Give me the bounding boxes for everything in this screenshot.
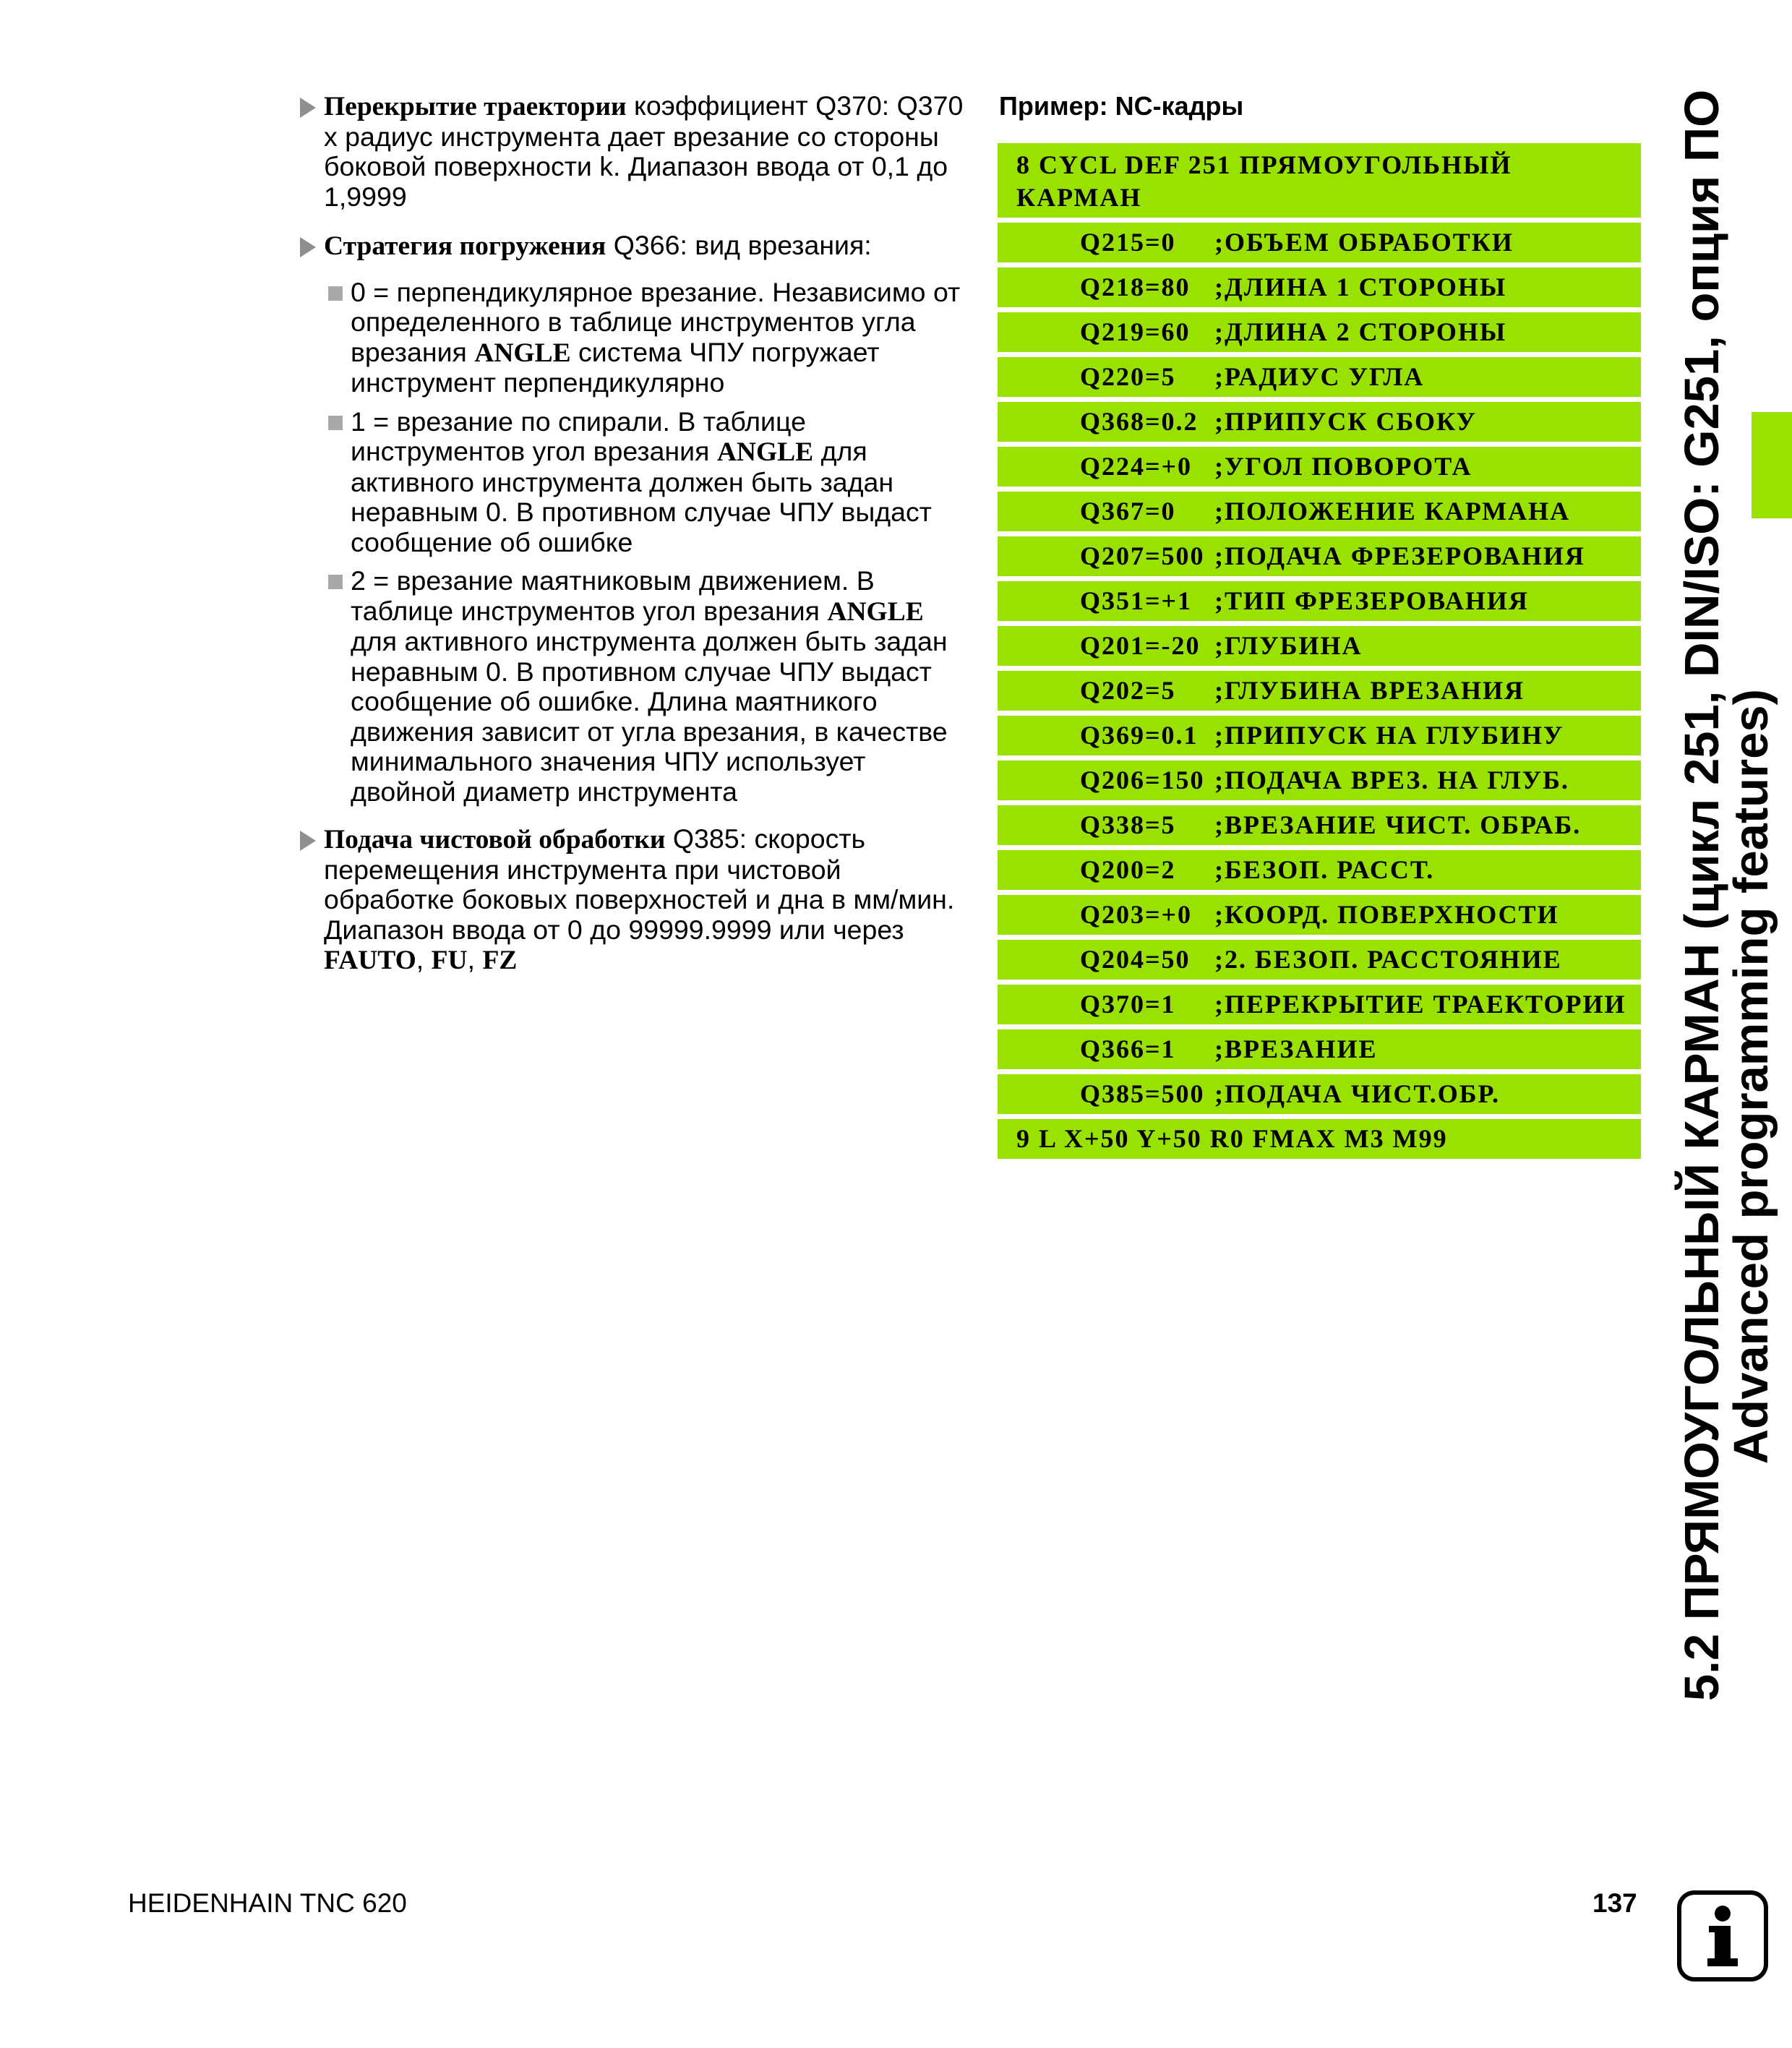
nc-param-code: Q220=5	[1080, 362, 1176, 391]
nc-param-code: Q368=0.2	[1080, 407, 1199, 436]
nc-param-comment: ;КООРД. ПОВЕРХНОСТИ	[1214, 900, 1559, 929]
section-title-line1: 5.2 ПРЯМОУГОЛЬНЫЙ КАРМАН (цикл 251, DIN/ISO: G251, опция ПО	[1675, 89, 1729, 1701]
nc-param-code: Q218=80	[1080, 273, 1191, 301]
triangle-arrow-icon	[300, 98, 316, 118]
nc-param-comment: ;ГЛУБИНА ВРЕЗАНИЯ	[1214, 676, 1525, 705]
nc-param-code: Q219=60	[1080, 317, 1191, 346]
section-title	[1639, 89, 1784, 1701]
nc-param-comment: ;ПОДАЧА ЧИСТ.ОБР.	[1214, 1079, 1501, 1108]
param-item-plunge	[295, 231, 967, 262]
param-name: Подача чистовой обработки	[324, 825, 666, 854]
square-bullet-icon	[328, 286, 343, 301]
parameter-descriptions	[295, 91, 967, 995]
section-title-line2: Advanced programming features)	[1724, 689, 1778, 1465]
nc-block-cycl-def: 8 CYCL DEF 251 ПРЯМОУГОЛЬНЫЙ КАРМАН	[998, 143, 1641, 218]
nc-param-comment: ;БЕЗОП. РАССТ.	[1214, 855, 1435, 884]
nc-param-code: Q204=50	[1080, 945, 1191, 974]
nc-param-comment: ;ОБЪЕМ ОБРАБОТКИ	[1214, 228, 1514, 257]
nc-param-row	[998, 626, 1641, 666]
nc-param-row	[998, 671, 1641, 711]
example-title: Пример: NC-кадры	[999, 91, 1244, 121]
nc-param-code: Q206=150	[1080, 766, 1205, 794]
nc-param-code: Q224=+0	[1080, 452, 1193, 481]
nc-param-row	[998, 312, 1641, 352]
nc-param-comment: ;ПОДАЧА ВРЕЗ. НА ГЛУБ.	[1214, 766, 1569, 794]
nc-param-code: Q351=+1	[1080, 586, 1193, 615]
nc-param-code: Q215=0	[1080, 228, 1176, 257]
page-number: 137	[1592, 1888, 1637, 1918]
nc-param-comment: ;ПРИПУСК СБОКУ	[1214, 407, 1477, 436]
param-text: Q366: вид врезания:	[606, 230, 872, 260]
footer-product: HEIDENHAIN TNC 620	[128, 1888, 407, 1918]
nc-param-row	[998, 357, 1641, 397]
nc-param-comment: ;ПОЛОЖЕНИЕ КАРМАНА	[1214, 497, 1571, 526]
nc-param-code: Q207=500	[1080, 541, 1205, 570]
nc-param-comment: ;ПОДАЧА ФРЕЗЕРОВАНИЯ	[1214, 541, 1585, 570]
nc-param-code: Q366=1	[1080, 1034, 1176, 1063]
list-item: 0 = перпендикулярное врезание. Независимо от определенного в таблице инструментов угла врезания ANGLE система ЧПУ погружает инструмент перпендикулярно	[295, 278, 967, 398]
nc-param-comment: ;ГЛУБИНА	[1214, 631, 1363, 660]
nc-blocks	[998, 143, 1641, 1164]
nc-param-comment: ;ВРЕЗАНИЕ ЧИСТ. ОБРАБ.	[1214, 810, 1582, 839]
nc-param-comment: ;ПЕРЕКРЫТИЕ ТРАЕКТОРИИ	[1214, 990, 1626, 1019]
nc-param-comment: ;УГОЛ ПОВОРОТА	[1214, 452, 1472, 481]
param-item-overlap	[295, 91, 967, 212]
nc-param-row	[998, 805, 1641, 845]
list-item: 1 = врезание по спирали. В таблице инструментов угол врезания ANGLE для активного инструмента должен быть задан неравным 0. В противном случае ЧПУ выдаст сообщение об ошибке	[295, 407, 967, 558]
param-name: Перекрытие траектории	[324, 92, 627, 121]
triangle-arrow-icon	[300, 237, 316, 257]
nc-param-row	[998, 760, 1641, 800]
nc-param-comment: ;ВРЕЗАНИЕ	[1214, 1034, 1378, 1063]
param-text: Q385: скорость перемещения инструмента при чистовой обработке боковых поверхностей и дна в мм/мин. Диапазон ввода от 0 до 99999.9999 или через	[324, 823, 955, 945]
nc-param-comment: ;ПРИПУСК НА ГЛУБИНУ	[1214, 721, 1564, 750]
plunge-options-list	[295, 278, 967, 807]
nc-param-row	[998, 267, 1641, 307]
nc-param-code: Q370=1	[1080, 990, 1176, 1019]
nc-param-row	[998, 447, 1641, 487]
nc-param-row	[998, 223, 1641, 262]
info-icon	[1677, 1890, 1768, 1981]
nc-param-row	[998, 850, 1641, 890]
nc-param-code: Q338=5	[1080, 810, 1176, 839]
nc-param-comment: ;ДЛИНА 1 СТОРОНЫ	[1214, 273, 1507, 301]
list-item: 2 = врезание маятниковым движением. В таблице инструментов угол врезания ANGLE для активного инструмента должен быть задан неравным 0. В противном случае ЧПУ выдаст сообщение об ошибке. Длина маятникого движения зависит от угла врезания, в качестве минимального значения ЧПУ использует двойной диаметр инструмента	[295, 566, 967, 807]
nc-param-row	[998, 1029, 1641, 1069]
square-bullet-icon	[328, 575, 343, 589]
nc-param-code: Q367=0	[1080, 497, 1176, 526]
param-name: Стратегия погружения	[324, 231, 606, 261]
triangle-arrow-icon	[300, 831, 316, 851]
nc-param-code: Q385=500	[1080, 1079, 1205, 1108]
nc-param-row	[998, 940, 1641, 980]
nc-param-comment: ;2. БЕЗОП. РАССТОЯНИЕ	[1214, 945, 1562, 974]
square-bullet-icon	[328, 416, 343, 430]
nc-param-row	[998, 985, 1641, 1024]
nc-param-code: Q202=5	[1080, 676, 1176, 705]
nc-param-comment: ;РАДИУС УГЛА	[1214, 362, 1425, 391]
nc-param-row	[998, 492, 1641, 531]
nc-param-code: Q203=+0	[1080, 900, 1193, 929]
nc-param-code: Q369=0.1	[1080, 721, 1199, 750]
nc-param-row	[998, 402, 1641, 442]
nc-param-row	[998, 581, 1641, 621]
nc-param-comment: ;ТИП ФРЕЗЕРОВАНИЯ	[1214, 586, 1529, 615]
nc-param-list	[998, 223, 1641, 1114]
nc-param-code: Q201=-20	[1080, 631, 1201, 660]
nc-param-row	[998, 1074, 1641, 1114]
param-text: коэффициент Q370: Q370 x радиус инструмента дает врезание со стороны боковой поверхности k. Диапазон ввода от 0,1 до 1,9999	[324, 90, 964, 212]
param-item-finish-feed: Подача чистовой обработки Q385: скорость перемещения инструмента при чистовой обработке боковых поверхностей и дна в мм/мин. Диапазон ввода от 0 до 99999.9999 или через FAUTO, FU, FZ	[295, 824, 967, 976]
nc-param-code: Q200=2	[1080, 855, 1176, 884]
nc-param-comment: ;ДЛИНА 2 СТОРОНЫ	[1214, 317, 1507, 346]
nc-param-row	[998, 716, 1641, 755]
nc-param-row	[998, 536, 1641, 576]
nc-param-row	[998, 895, 1641, 935]
nc-block-move: 9 L X+50 Y+50 R0 FMAX M3 M99	[998, 1119, 1641, 1159]
